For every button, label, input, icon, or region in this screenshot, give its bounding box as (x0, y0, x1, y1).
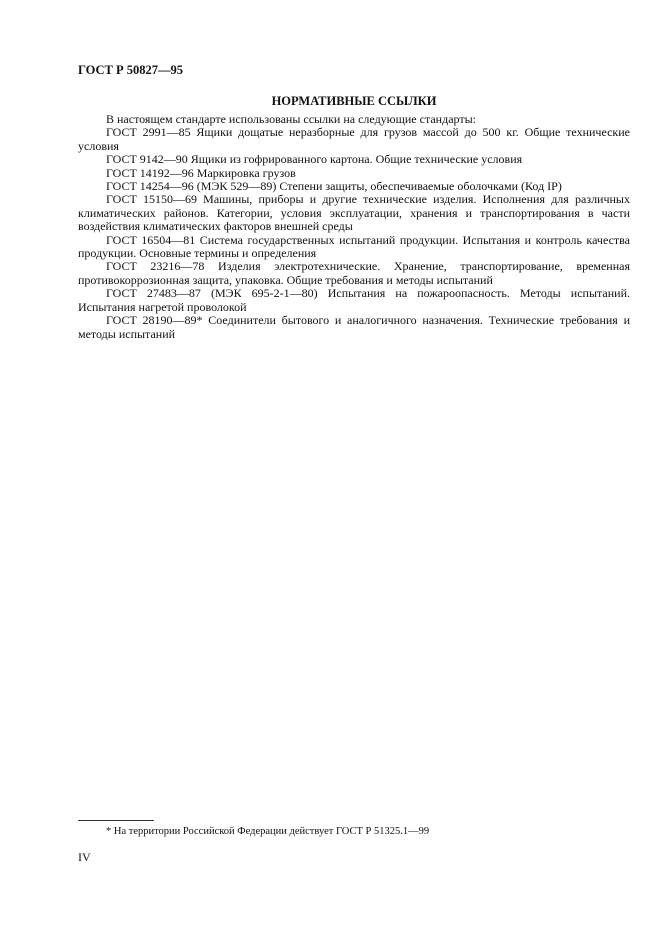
footnote: * На территории Российской Федерации действует ГОСТ Р 51325.1—99 (106, 826, 430, 837)
reference-item: ГОСТ 23216—78 Изделия электротехнические. Хранение, транспортирование, временная противокоррозионная защита, упаковка. Общие требования и методы испытаний (78, 259, 630, 287)
paragraph: В настоящем стандарте использованы ссылки на следующие стандарты: (106, 112, 477, 126)
reference-item: ГОСТ 15150—69 Машины, приборы и другие технические изделия. Исполнения для различных климатических районов. Категории, условия эксплуатации, хранения и транспортирования в части воздействия климатических факторов внешней среды (78, 192, 630, 234)
document-header: ГОСТ Р 50827—95 (78, 63, 184, 77)
references-body (78, 113, 630, 341)
footnote-divider (78, 820, 154, 821)
reference-item: ГОСТ 9142—90 Ящики из гофрированного картона. Общие технические условия (106, 152, 523, 167)
reference-item: ГОСТ 27483—87 (МЭК 695-2-1—80) Испытания на пожароопасность. Методы испытаний. Испытания нагретой проволокой (78, 286, 630, 314)
reference-item: ГОСТ 28190—89* Соединители бытового и аналогичного назначения. Технические требования и методы испытаний (78, 313, 630, 341)
reference-item: ГОСТ 2991—85 Ящики дощатые неразборные для грузов массой до 500 кг. Общие технические условия (78, 125, 630, 153)
reference-item: ГОСТ 16504—81 Система государственных испытаний продукции. Испытания и контроль качества продукции. Основные термины и определения (78, 232, 630, 261)
reference-item: ГОСТ 14192—96 Маркировка грузов (106, 165, 296, 180)
reference-item: ГОСТ 14254—96 (МЭК 529—89) Степени защиты, обеспечиваемые оболочками (Код IP) (106, 179, 562, 194)
page-number: IV (78, 850, 91, 864)
section-title: НОРМАТИВНЫЕ ССЫЛКИ (271, 94, 437, 108)
